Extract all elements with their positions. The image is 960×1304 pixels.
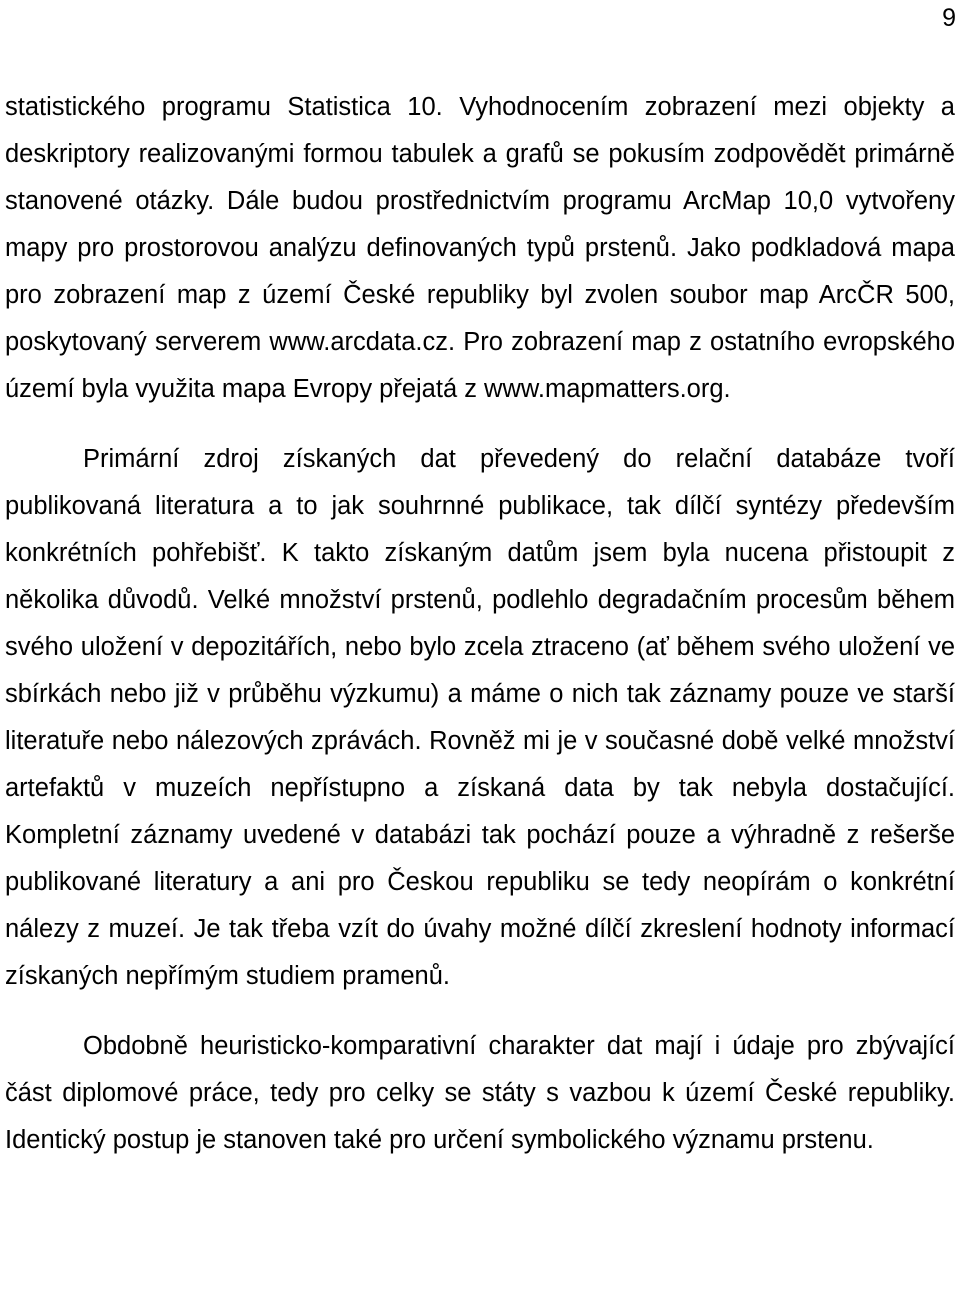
page-number: 9 xyxy=(942,4,956,32)
paragraph-3: Obdobně heuristicko-komparativní charakter dat mají i údaje pro zbývající část diplomové práce, tedy pro celky se státy s vazbou k území České republiky. Identický postup je stanoven také pro určení symbolického významu prstenu. xyxy=(5,1032,955,1154)
paragraph-2: Primární zdroj získaných dat převedený do relační databáze tvoří publikovaná literatura a to jak souhrnné publikace, tak dílčí syntézy především konkrétních pohřebišť. K takto získaným datům jsem byla nucena přistoupit z několika důvodů. Velké množství prstenů, podlehlo degradačním procesům během svého uložení v depozitářích, nebo bylo zcela ztraceno (ať během svého uložení ve sbírkách nebo již v průběhu výzkumu) a máme o nich tak záznamy pouze ve starší literatuře nebo nálezových zprávách. Rovněž mi je v současné době velké množství artefaktů v muzeích nepřístupno a získaná data by tak nebyla dostačující. Kompletní záznamy uvedené v databázi tak pochází pouze a výhradně z rešerše publikované literatury a ani pro Českou republiku se tedy neopírám o konkrétní nálezy z muzeí. Je tak třeba vzít do úvahy možné dílčí zkreslení hodnoty informací získaných nepřímým studiem pramenů. xyxy=(5,445,955,990)
body-text xyxy=(5,84,955,1164)
paragraph-1: statistického programu Statistica 10. Vyhodnocením zobrazení mezi objekty a deskriptory realizovanými formou tabulek a grafů se pokusím zodpovědět primárně stanovené otázky. Dále budou prostřednictvím programu ArcMap 10,0 vytvořeny mapy pro prostorovou analýzu definovaných typů prstenů. Jako podkladová mapa pro zobrazení map z území České republiky byl zvolen soubor map ArcČR 500, poskytovaný serverem www.arcdata.cz. Pro zobrazení map z ostatního evropského území byla využita mapa Evropy přejatá z www.mapmatters.org. xyxy=(5,93,955,403)
